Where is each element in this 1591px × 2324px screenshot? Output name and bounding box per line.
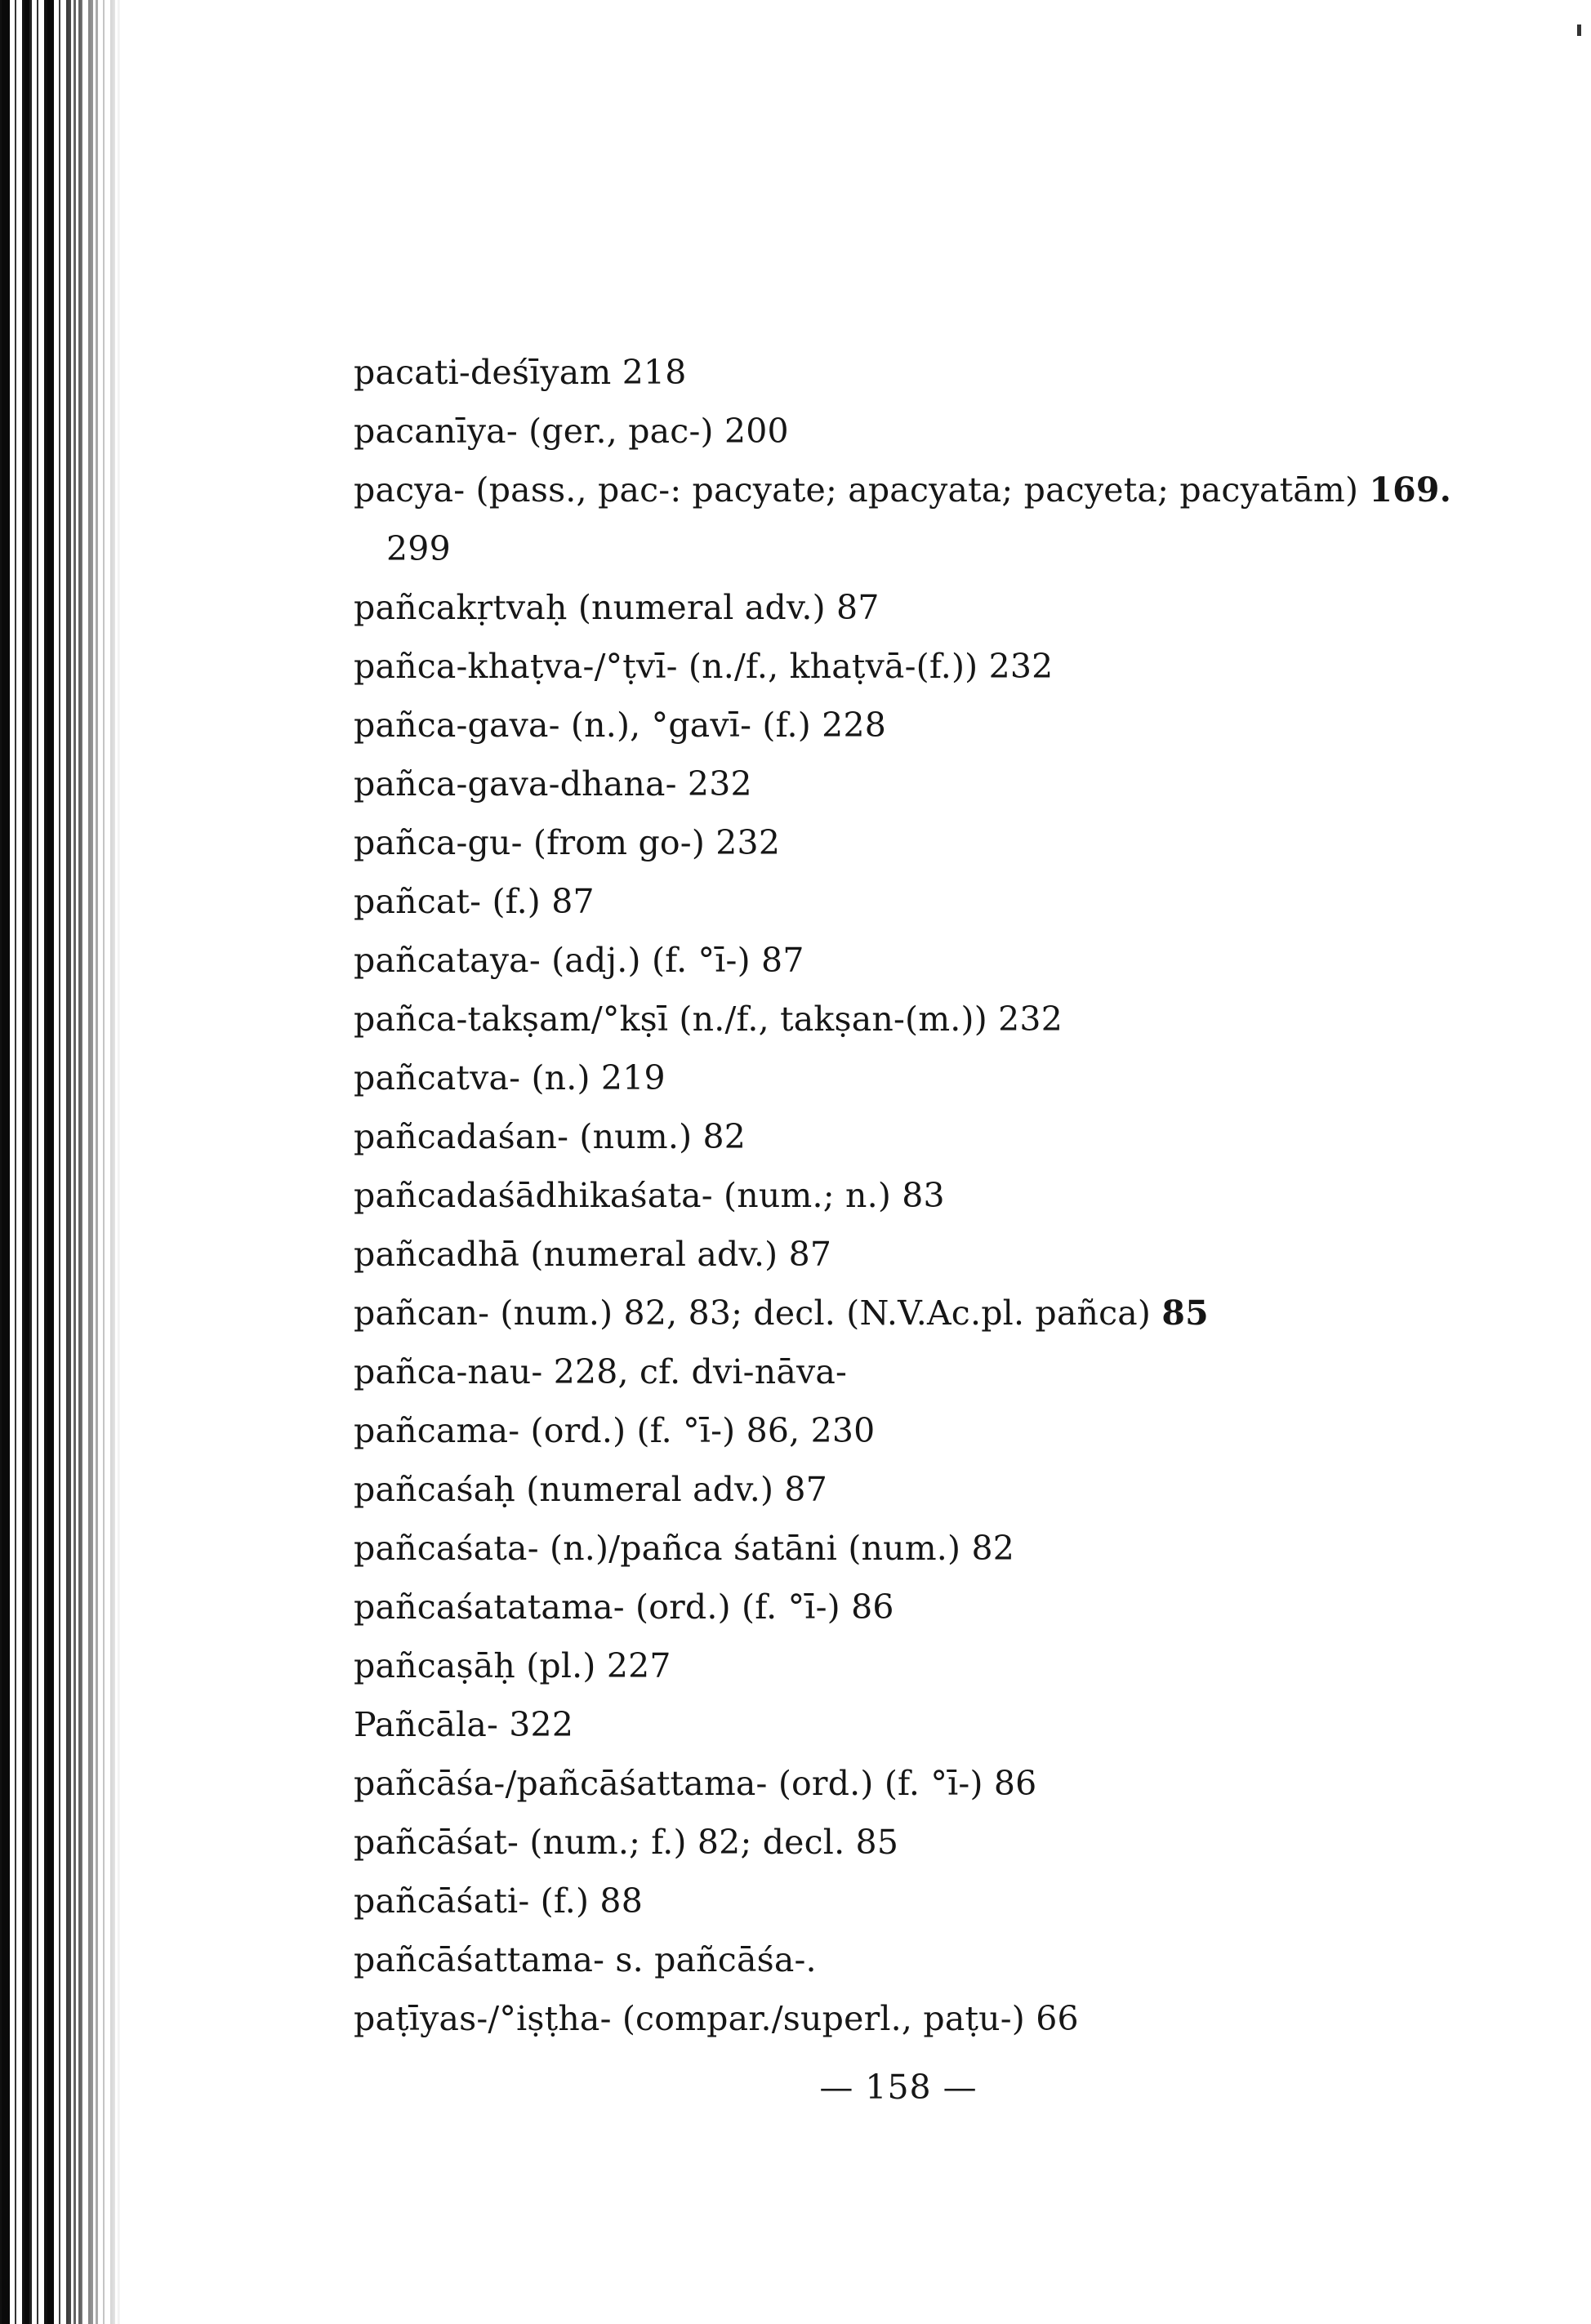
scanned-binding-edge bbox=[0, 0, 123, 2324]
index-entry bbox=[354, 1695, 1530, 1754]
index-entry bbox=[354, 1166, 1530, 1225]
index-entry-text: paṭīyas-/°iṣṭha- (compar./superl., paṭu-) 66 bbox=[354, 1999, 1079, 2038]
binding-shadow-line bbox=[47, 0, 54, 2324]
index-entry-text: pañcaśata- (n.)/pañca śatāni (num.) 82 bbox=[354, 1529, 1015, 1568]
index-entry-text: pañca-gava-dhana- 232 bbox=[354, 764, 752, 804]
index-entry-text: pañcadaśan- (num.) 82 bbox=[354, 1117, 746, 1156]
index-entry-text: pañcakṛtvaḥ (numeral adv.) 87 bbox=[354, 588, 880, 627]
index-entry bbox=[354, 813, 1530, 872]
index-entry bbox=[354, 1048, 1530, 1107]
index-entry-text: pañcan- (num.) 82, 83; decl. (N.V.Ac.pl. pañca) bbox=[354, 1293, 1162, 1333]
index-entry-text: 299 bbox=[386, 529, 451, 568]
index-entry bbox=[354, 637, 1530, 696]
index-entry-text: pañcaśaḥ (numeral adv.) 87 bbox=[354, 1470, 827, 1509]
binding-shadow-line bbox=[2, 0, 10, 2324]
index-entry bbox=[354, 343, 1530, 402]
index-entry-bold-reference: 85 bbox=[1161, 1293, 1209, 1333]
index-entry bbox=[354, 1401, 1530, 1460]
binding-shadow-line bbox=[25, 0, 29, 2324]
index-entry bbox=[354, 990, 1530, 1048]
index-entry bbox=[354, 755, 1530, 813]
scan-speck bbox=[1577, 24, 1581, 36]
binding-shadow-line bbox=[78, 0, 82, 2324]
index-entry bbox=[354, 872, 1530, 931]
index-entry bbox=[354, 1342, 1530, 1401]
index-entry bbox=[354, 1284, 1530, 1342]
index-entry bbox=[354, 402, 1530, 461]
index-entry-text: pañcatva- (n.) 219 bbox=[354, 1058, 666, 1097]
index-entry-text: pañca-nau- 228, cf. dvi-nāva- bbox=[354, 1352, 848, 1391]
index-entry bbox=[354, 578, 1530, 637]
index-entry bbox=[354, 461, 1530, 519]
index-entry bbox=[354, 1813, 1530, 1872]
index-entry bbox=[354, 1107, 1530, 1166]
index-entry bbox=[354, 1930, 1530, 1989]
index-entry-text: pañcataya- (adj.) (f. °ī-) 87 bbox=[354, 941, 804, 980]
index-entry-text: pañca-gu- (from go-) 232 bbox=[354, 823, 781, 862]
index-entry bbox=[354, 1989, 1530, 2048]
index-entry-text: pañcāśati- (f.) 88 bbox=[354, 1881, 644, 1921]
index-entry-text: pañcaṣāḥ (pl.) 227 bbox=[354, 1646, 671, 1685]
index-entry bbox=[354, 696, 1530, 755]
index-entry-text: pañcama- (ord.) (f. °ī-) 86, 230 bbox=[354, 1411, 876, 1450]
index-entry-bold-reference: 169. bbox=[1369, 470, 1452, 510]
index-entry-text: pañcāśattama- s. pañcāśa-. bbox=[354, 1940, 817, 1979]
index-entry bbox=[354, 1636, 1530, 1695]
index-entry-continuation bbox=[354, 519, 1530, 578]
index-entry bbox=[354, 1578, 1530, 1636]
index-entry-text: pacya- (pass., pac-: pacyate; apacyata; pacyeta; pacyatām) bbox=[354, 470, 1370, 510]
index-entry-text: pañcāśat- (num.; f.) 82; decl. 85 bbox=[354, 1823, 899, 1862]
index-entry-text: pañcāśa-/pañcāśattama- (ord.) (f. °ī-) 86 bbox=[354, 1764, 1037, 1803]
index-entry bbox=[354, 931, 1530, 990]
index-entry bbox=[354, 1519, 1530, 1578]
index-entry-text: pañca-takṣam/°kṣī (n./f., takṣan-(m.)) 232 bbox=[354, 999, 1063, 1039]
index-entry-text: pañcadaśādhikaśata- (num.; n.) 83 bbox=[354, 1176, 945, 1215]
index-entry-text: pañcaśatatama- (ord.) (f. °ī-) 86 bbox=[354, 1587, 894, 1627]
index-entry bbox=[354, 1460, 1530, 1519]
index-entry-text: pacanīya- (ger., pac-) 200 bbox=[354, 412, 789, 451]
index-entry-list bbox=[354, 343, 1530, 2048]
index-entry bbox=[354, 1872, 1530, 1930]
index-entry-text: pañca-khaṭva-/°ṭvī- (n./f., khaṭvā-(f.)) 232 bbox=[354, 647, 1054, 686]
index-entry-text: pañca-gava- (n.), °gavī- (f.) 228 bbox=[354, 706, 887, 745]
index-entry-text: pañcat- (f.) 87 bbox=[354, 882, 595, 921]
index-entry-text: pañcadhā (numeral adv.) 87 bbox=[354, 1235, 832, 1274]
page-number: — 158 — bbox=[819, 2068, 978, 2107]
index-entry bbox=[354, 1754, 1530, 1813]
index-entry-text: Pañcāla- 322 bbox=[354, 1705, 574, 1744]
index-entry bbox=[354, 1225, 1530, 1284]
index-entry-text: pacati-deśīyam 218 bbox=[354, 353, 687, 392]
